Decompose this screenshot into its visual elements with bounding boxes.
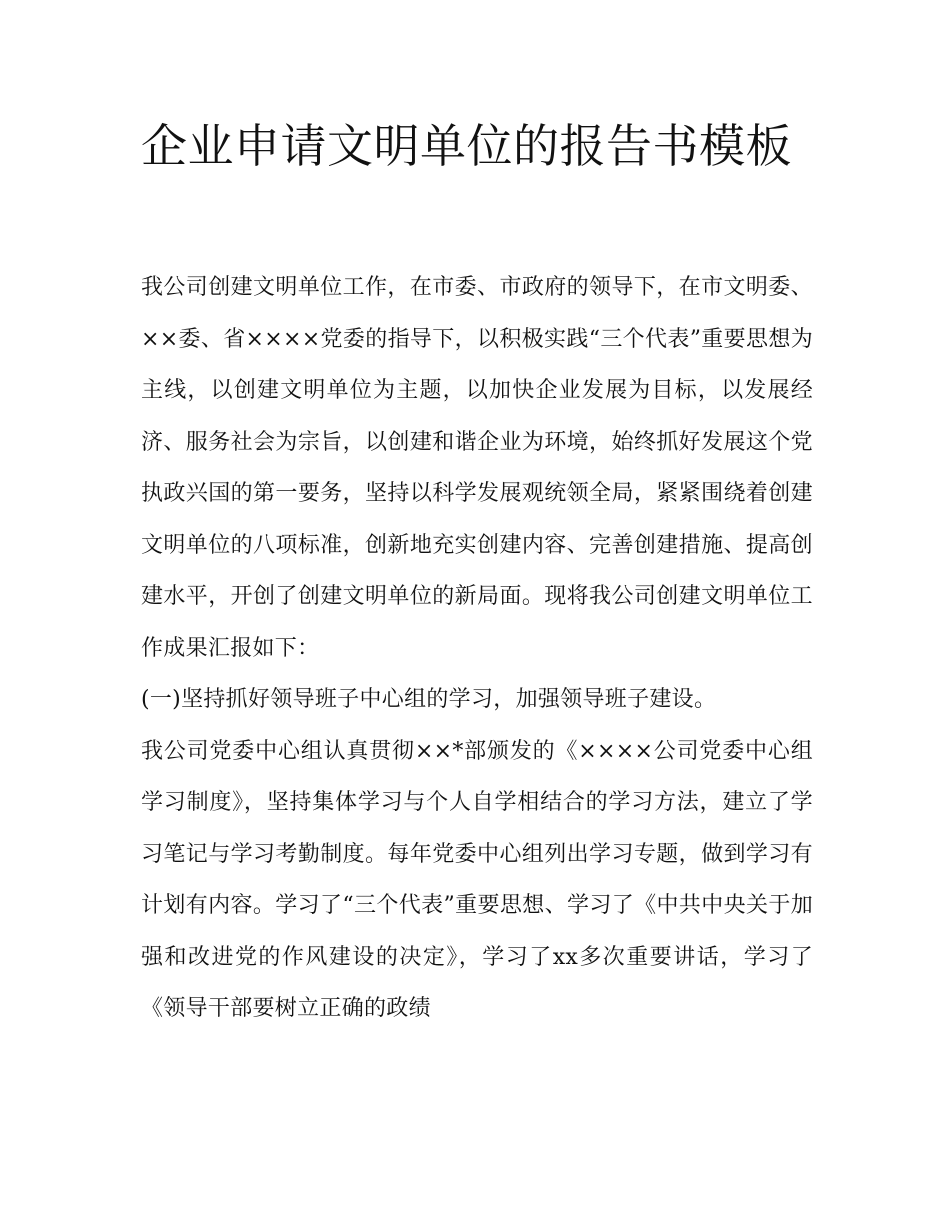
paragraph-section-1: 我公司党委中心组认真贯彻××*部颁发的《××××公司党委中心组学习制度》，坚持集体学习与个人自学相结合的学习方法，建立了学习笔记与学习考勤制度。每年党委中心组列出学习专题，做到学习有计划有内容。学习了“三个代表”重要思想、学习了《中共中央关于加强和改进党的作风建设的决定》，学习了xx多次重要讲话，学习了《领导干部要树立正确的政绩 [141, 738, 813, 1021]
section-heading-1: (一)坚持抓好领导班子中心组的学习，加强领导班子建设。 [141, 687, 717, 712]
document-title: 企业申请文明单位的报告书模板 [141, 119, 792, 173]
paragraph-intro: 我公司创建文明单位工作，在市委、市政府的领导下，在市文明委、××委、省××××党委的指导下，以积极实践“三个代表”重要思想为主线，以创建文明单位为主题，以加快企业发展为目标，以发展经济、服务社会为宗旨，以创建和谐企业为环境，始终抓好发展这个党执政兴国的第一要务，坚持以科学发展观统领全局，紧紧围绕着创建文明单位的八项标准，创新地充实创建内容、完善创建措施、提高创建水平，开创了创建文明单位的新局面。现将我公司创建文明单位工作成果汇报如下： [141, 275, 813, 661]
document-content [141, 112, 813, 1035]
document-body [141, 262, 813, 1035]
